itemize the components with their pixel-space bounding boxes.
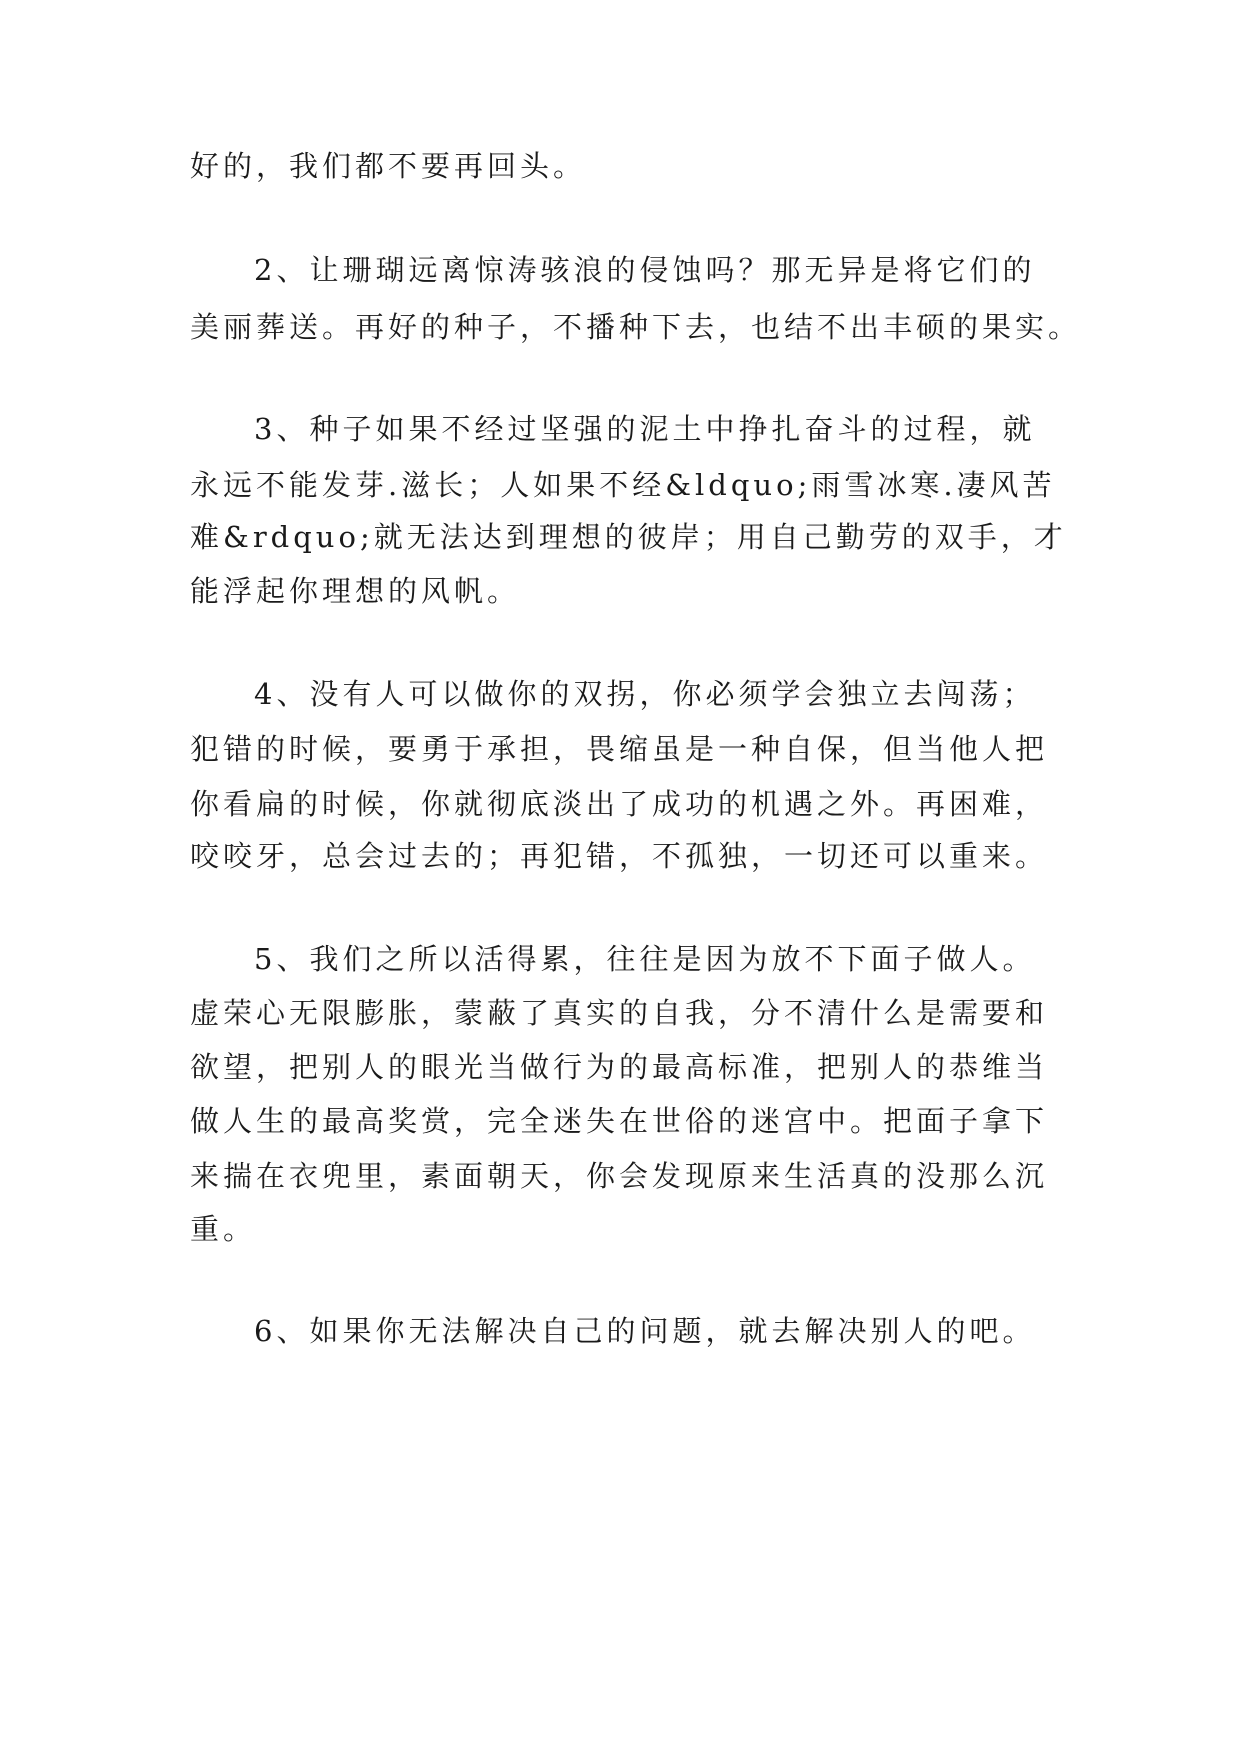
paragraph-4-line-2: 犯错的时候，要勇于承担，畏缩虽是一种自保，但当他人把: [190, 732, 1049, 766]
paragraph-5-line-6: 重。: [190, 1212, 257, 1246]
paragraph-4-line-4: 咬咬牙，总会过去的；再犯错，不孤独，一切还可以重来。: [190, 839, 1049, 873]
paragraph-4-line-1: 4、没有人可以做你的双拐，你必须学会独立去闯荡；: [254, 677, 1036, 711]
paragraph-3-line-1: 3、种子如果不经过坚强的泥土中挣扎奋斗的过程，就: [254, 412, 1036, 446]
paragraph-3-line-4: 能浮起你理想的风帆。: [190, 574, 521, 608]
paragraph-5-line-5: 来揣在衣兜里，素面朝天，你会发现原来生活真的没那么沉: [190, 1159, 1049, 1193]
paragraph-5-line-2: 虚荣心无限膨胀，蒙蔽了真实的自我，分不清什么是需要和: [190, 996, 1049, 1030]
paragraph-3-line-2: 永远不能发芽.滋长；人如果不经&ldquo;雨雪冰寒.凄风苦: [190, 468, 1056, 502]
paragraph-6-line-1: 6、如果你无法解决自己的问题，就去解决别人的吧。: [254, 1314, 1036, 1348]
paragraph-2-line-1: 2、让珊瑚远离惊涛骇浪的侵蚀吗？那无异是将它们的: [254, 253, 1036, 287]
paragraph-3-line-3: 难&rdquo;就无法达到理想的彼岸；用自己勤劳的双手，才: [190, 520, 1067, 554]
paragraph-2-line-2: 美丽葬送。再好的种子，不播种下去，也结不出丰硕的果实。: [190, 310, 1082, 344]
paragraph-5-line-1: 5、我们之所以活得累，往往是因为放不下面子做人。: [254, 942, 1036, 976]
paragraph-5-line-4: 做人生的最高奖赏，完全迷失在世俗的迷宫中。把面子拿下: [190, 1104, 1049, 1138]
paragraph-4-line-3: 你看扁的时候，你就彻底淡出了成功的机遇之外。再困难，: [190, 787, 1049, 821]
paragraph-5-line-3: 欲望，把别人的眼光当做行为的最高标准，把别人的恭维当: [190, 1050, 1049, 1084]
paragraph-1-line-1: 好的，我们都不要再回头。: [190, 149, 587, 183]
